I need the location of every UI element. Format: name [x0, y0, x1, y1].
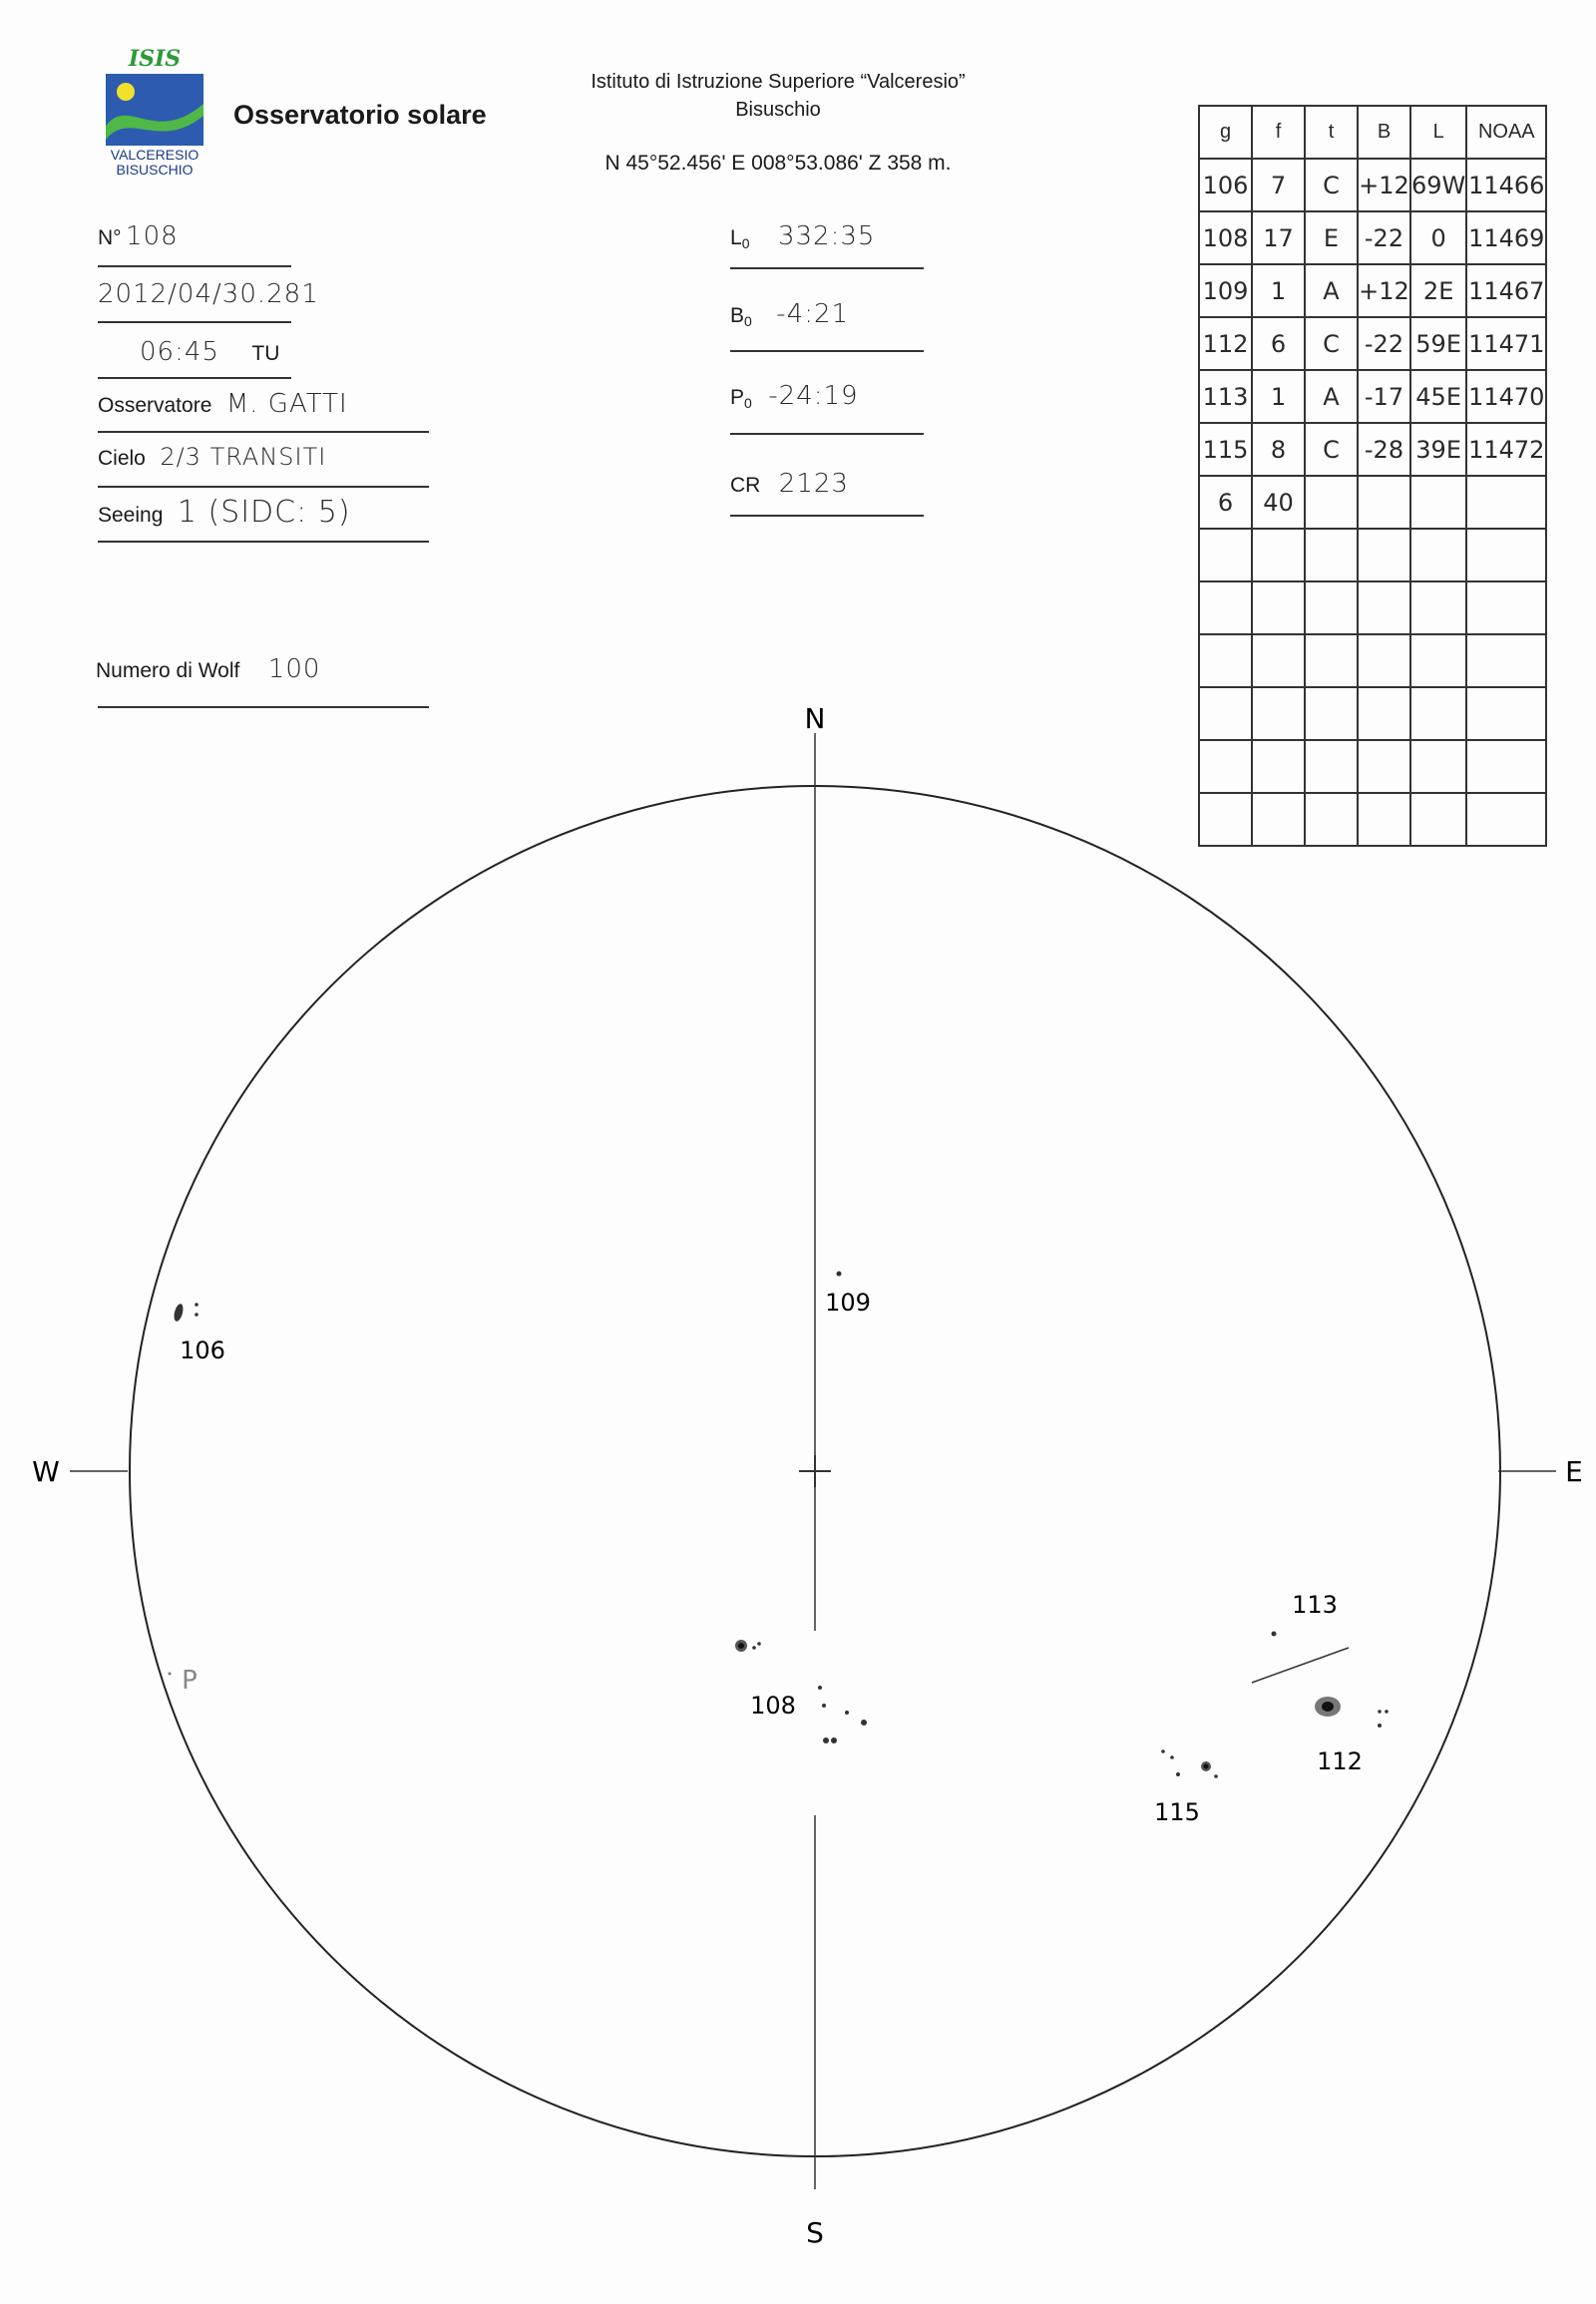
sky-field: Cielo 2/3 TRANSITI [98, 443, 327, 471]
institute-name: Istituto di Istruzione Superiore “Valceresio” Bisuschio [591, 71, 966, 121]
table-cell: 11472 [1466, 423, 1546, 476]
table-cell: 106 [1199, 159, 1252, 211]
table-cell: 11469 [1466, 211, 1546, 264]
sunspots-106 [173, 1303, 199, 1323]
drawing-number-value: 108 [126, 221, 179, 251]
table-cell: 109 [1199, 264, 1252, 317]
sunspots-112 [1315, 1697, 1389, 1728]
table-cell: A [1305, 370, 1358, 423]
site-coordinates: N 45°52.456' E 008°53.086' Z 358 m. [604, 152, 952, 175]
wolf-number-field: Numero di Wolf 100 [96, 654, 321, 684]
logo-caption: VALCERESIO BISUSCHIO [110, 147, 200, 178]
table-header-cell: t [1305, 106, 1358, 159]
group-label-106: 106 [180, 1337, 225, 1364]
table-cell: 1 [1252, 264, 1305, 317]
observatory-title: Osservatorio solare [233, 100, 487, 130]
table-cell: 45E [1410, 370, 1466, 423]
date-value: 2012/04/30.281 [98, 279, 319, 309]
south-label: S [806, 2216, 824, 2249]
table-cell: E [1305, 211, 1358, 264]
table-cell: 7 [1252, 159, 1305, 211]
sunspot-109 [837, 1272, 842, 1277]
west-label: W [32, 1455, 60, 1488]
table-cell: 17 [1252, 211, 1305, 264]
table-header-cell: f [1252, 106, 1305, 159]
pole-label: P [182, 1666, 198, 1696]
table-cell: C [1305, 317, 1358, 370]
group-label-113: 113 [1292, 1591, 1338, 1619]
table-cell: 6 [1199, 476, 1252, 529]
table-cell: 11470 [1466, 370, 1546, 423]
table-cell: 11466 [1466, 159, 1546, 211]
table-header-cell: B [1358, 106, 1410, 159]
table-cell: -17 [1358, 370, 1410, 423]
time-field: 06:45 TU [140, 337, 280, 367]
l0-field: $L_0$ 332:35 [730, 221, 876, 252]
group-label-109: 109 [825, 1289, 871, 1317]
group-113-marker-line [1252, 1648, 1349, 1683]
table-cell: 11471 [1466, 317, 1546, 370]
table-cell: -22 [1358, 211, 1410, 264]
carrington-rotation-field: CR 2123 [730, 469, 849, 499]
group-label-108: 108 [750, 1692, 796, 1720]
table-cell: C [1305, 423, 1358, 476]
observer-field: Osservatore M. GATTI [98, 389, 348, 419]
group-label-112: 112 [1317, 1747, 1363, 1775]
table-cell: 11467 [1466, 264, 1546, 317]
table-cell: 39E [1410, 423, 1466, 476]
b0-field: $B_0$ -4:21 [730, 299, 850, 330]
table-cell: +12 [1358, 159, 1410, 211]
drawing-number-field: N° 108 [98, 221, 179, 251]
sunspots-115 [1161, 1749, 1218, 1778]
pole-dot [169, 1673, 172, 1676]
table-cell: A [1305, 264, 1358, 317]
table-cell: 6 [1252, 317, 1305, 370]
table-cell: C [1305, 159, 1358, 211]
table-cell: 2E [1410, 264, 1466, 317]
seeing-field: Seeing 1 (SIDC: 5) [98, 495, 351, 530]
table-cell: 108 [1199, 211, 1252, 264]
table-cell: 115 [1199, 423, 1252, 476]
table-cell: -22 [1358, 317, 1410, 370]
table-cell: 1 [1252, 370, 1305, 423]
table-cell: -28 [1358, 423, 1410, 476]
sunspot-113 [1272, 1632, 1277, 1637]
table-cell: 112 [1199, 317, 1252, 370]
svg-text:ISIS: ISIS [128, 48, 182, 72]
table-cell: 40 [1252, 476, 1305, 529]
table-header-cell: L [1410, 106, 1466, 159]
table-header-cell: NOAA [1466, 106, 1546, 159]
table-cell: 0 [1410, 211, 1466, 264]
north-label: N [804, 702, 826, 735]
p0-field: $P_0$ -24:19 [730, 381, 859, 412]
table-cell: 113 [1199, 370, 1252, 423]
table-cell: 69W [1410, 159, 1466, 211]
group-label-115: 115 [1154, 1798, 1200, 1826]
table-cell: 8 [1252, 423, 1305, 476]
table-cell: 59E [1410, 317, 1466, 370]
east-label: E [1565, 1455, 1583, 1488]
table-cell: +12 [1358, 264, 1410, 317]
table-header-cell: g [1199, 106, 1252, 159]
